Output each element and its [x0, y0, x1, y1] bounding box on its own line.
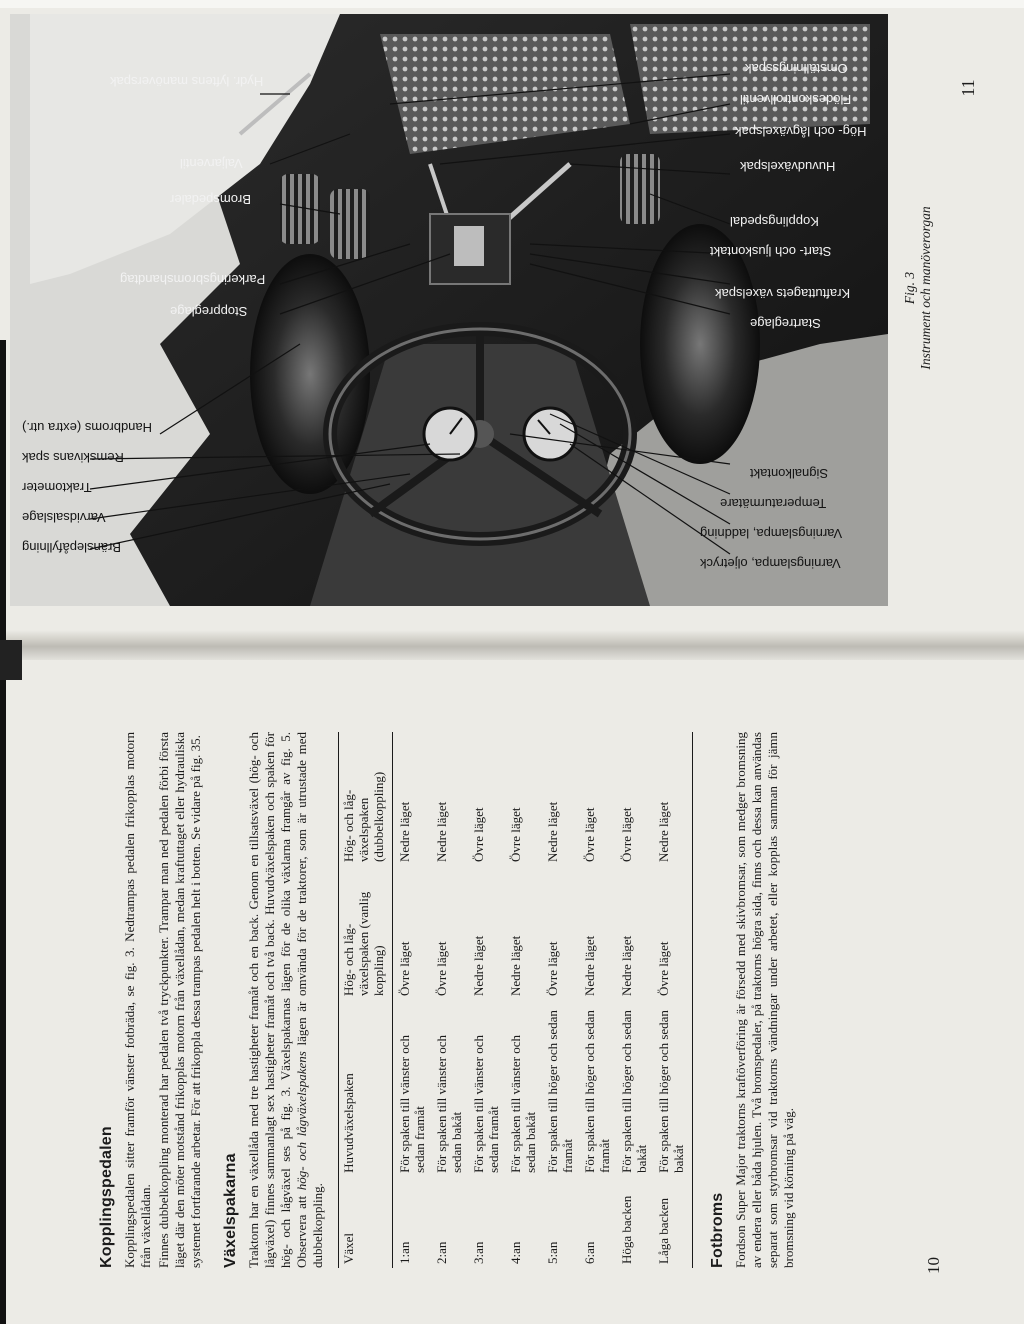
cell-gear: Låga backen	[652, 1177, 693, 1268]
table-row	[541, 732, 578, 1268]
callout-startreglage: Startreglage	[750, 316, 821, 331]
callout-varvidsalslage: Varvidsalslage	[22, 510, 106, 525]
rear-wheel-right	[640, 224, 760, 464]
cell-hl-normal: Nedre läget	[471, 935, 486, 997]
callout-bromspedaler: Bromspedaler	[170, 192, 251, 207]
callout-hydr-lyftens-manoverspak: Hydr. lyftens manöverspak	[110, 74, 264, 89]
paragraph-vaxel: Traktorn har en växellåda med tre hastigheter framåt och en back. Genom en tillsatsväxel (hög- och lågväxel) finnes sammanlagt sex hastigheter framåt och två back. Huvudväxelspaken och spaken för hög- och lågväxel ses på fig. 3. Växelspakarnas lägen för de olika växlarna framgår av fig. 5. Observera att hög- och lågväxelspakens lägen är omvända för de traktorer, som är utrustade med dubbelkoppling.	[246, 732, 325, 1268]
cell-hl-normal: Nedre läget	[582, 935, 597, 997]
page-crease	[0, 630, 1024, 660]
table-row	[615, 732, 652, 1268]
footboard-right	[630, 24, 870, 134]
cell-hl-double: Nedre läget	[434, 801, 449, 863]
figure-caption	[902, 195, 933, 385]
heading-fotbroms: Fotbroms	[709, 1192, 726, 1268]
italic-emphasis: hög- och lågväxelspakens	[294, 1051, 309, 1191]
cell-main: För spaken till vänster och sedan framåt	[397, 1034, 427, 1173]
table-row	[504, 732, 541, 1268]
table-row	[393, 732, 431, 1268]
callout-stoppreglage: Stoppreglage	[170, 304, 248, 319]
cell-hl-double: Nedre läget	[397, 801, 412, 863]
cell-gear: Höga backen	[619, 1195, 634, 1264]
callout-kraftuttagets-vaxelspak: Kraftuttagets växelspak	[715, 286, 851, 301]
callout-temperaturmatare: Temperaturmätare	[720, 496, 827, 511]
cell-hl-double: Övre läget	[582, 807, 597, 863]
h-gate-plate	[454, 226, 484, 266]
cell-gear: 6:an	[582, 1241, 597, 1264]
cell-main: För spaken till höger och sedan framåt	[582, 1010, 612, 1173]
callout-signalkontakt: Signalkontakt	[750, 466, 829, 481]
paper-top-edge	[0, 0, 1024, 8]
page-number-right: 11	[958, 79, 978, 97]
clutch-pedal	[620, 154, 660, 224]
binding-shadow	[0, 640, 22, 680]
cell-main: För spaken till vänster och sedan bakåt	[508, 1034, 538, 1173]
page-number-left: 10	[924, 1257, 943, 1274]
cell-main: För spaken till höger och sedan bakåt	[619, 1010, 649, 1173]
cell-hl-normal: Övre läget	[652, 866, 693, 1000]
callout-parkeringsbromshandtag: Parkeringsbromshandtag	[120, 272, 266, 287]
header-gear: Växel	[339, 1177, 393, 1268]
table-row	[467, 732, 504, 1268]
cell-gear: 3:an	[471, 1241, 486, 1264]
cell-hl-normal: Övre läget	[397, 941, 412, 997]
callout-flodeskontrollventil: Flödeskontrollventil	[740, 92, 852, 107]
figure-photo	[10, 14, 888, 606]
cell-main: För spaken till höger och sedan bakåt	[652, 1000, 693, 1177]
cell-hl-normal: Nedre läget	[508, 935, 523, 997]
callout-hog-och-lagvaxelspak: Hög- och lågväxelspak	[735, 124, 867, 139]
heading-kopplingspedalen: Kopplingspedalen	[98, 1126, 115, 1268]
text-page	[72, 710, 952, 1290]
callout-start-och-ljuskontakt: Start- och ljuskontakt	[710, 244, 832, 259]
header-hl-normal: Hög- och låg-växelspaken (vanlig koppling)	[339, 866, 393, 1000]
cell-main: För spaken till höger och sedan framåt	[545, 1010, 575, 1173]
gear-table-header	[339, 732, 393, 1268]
callout-huvudvaxelspak: Huvudväxelspak	[740, 159, 836, 174]
header-main-lever: Huvudväxelspaken	[339, 1000, 393, 1177]
table-row	[578, 732, 615, 1268]
gear-table	[338, 732, 693, 1268]
cell-hl-double: Nedre läget	[652, 732, 693, 866]
figure-title: Instrument och manöverorgan	[918, 206, 933, 370]
table-row	[652, 732, 693, 1268]
cell-gear: 4:an	[508, 1241, 523, 1264]
cell-hl-normal: Övre läget	[545, 941, 560, 997]
table-row	[430, 732, 467, 1268]
callout-omstallningsspak: Omställningsspak	[745, 61, 848, 76]
cell-hl-double: Nedre läget	[545, 801, 560, 863]
callout-remskivans-spak: Remskivans spak	[22, 450, 124, 465]
callout-handbroms: Handbroms (extra utr.)	[22, 420, 153, 435]
paragraph-koppling-2: Finnes dubbelkoppling monterad har pedalen två tryckpunkter. Trampar man ned pedalen förbi första läget där den möter motstånd frikopplas motorn från växellådan, medan kraftuttaget eller hydrauliska systemet fortfarande arbetar. För att frikoppla dessa trampas pedalen helt i botten. Se vidare på fig. 35.	[156, 732, 203, 1268]
cell-hl-double: Övre läget	[619, 807, 634, 863]
brake-pedal-1	[280, 174, 320, 244]
callout-traktometer: Traktometer	[22, 480, 92, 495]
header-hl-double: Hög- och låg-växelspaken (dubbelkoppling)	[339, 732, 393, 866]
cell-hl-double: Övre läget	[508, 807, 523, 863]
cell-gear: 2:an	[434, 1241, 449, 1264]
brake-pedal-2	[330, 189, 370, 259]
callout-kopplingspedal: Kopplingspedal	[730, 214, 819, 229]
binding-edge	[0, 340, 6, 1324]
figure-caption-text	[902, 193, 934, 383]
heading-vaxelspakarna: Växelspakarna	[222, 1153, 239, 1268]
callout-branslepafyllning: Bränslepåfyllning	[22, 540, 122, 555]
cell-main: För spaken till vänster och sedan framåt	[471, 1034, 501, 1173]
callout-valjarventil: Valjarventil	[180, 156, 243, 171]
cell-hl-double: Övre läget	[471, 807, 486, 863]
cell-main: För spaken till vänster och sedan bakåt	[434, 1034, 464, 1173]
cell-gear: 5:an	[545, 1241, 560, 1264]
callout-varningslampa-oljetryck: Varningslampa, oljetryck	[700, 556, 841, 571]
paragraph-koppling-1: Kopplingspedalen sitter framför vänster fotbräda, se fig. 3. Nedtrampas pedalen frikopplas motorn från växellådan.	[122, 732, 153, 1268]
paragraph-fotbroms: Fordson Super Major traktorns kraftöverföring är försedd med skivbromsar, som medger bromsning av endera eller båda hjulen. Två bromspedaler, på traktorns högra sida, finns och dessa kan användas separat som styrbromsar vid traktorns vändningar under arbetet, eller kopplas samman för jämn bromsning vid körning på väg.	[733, 732, 796, 1268]
cell-hl-normal: Nedre läget	[619, 935, 634, 997]
figure-number: Fig. 3	[902, 271, 917, 305]
cell-hl-normal: Övre läget	[434, 941, 449, 997]
cell-gear: 1:an	[397, 1241, 412, 1264]
callout-varningslampa-laddning: Varningslampa, laddning	[700, 526, 843, 541]
